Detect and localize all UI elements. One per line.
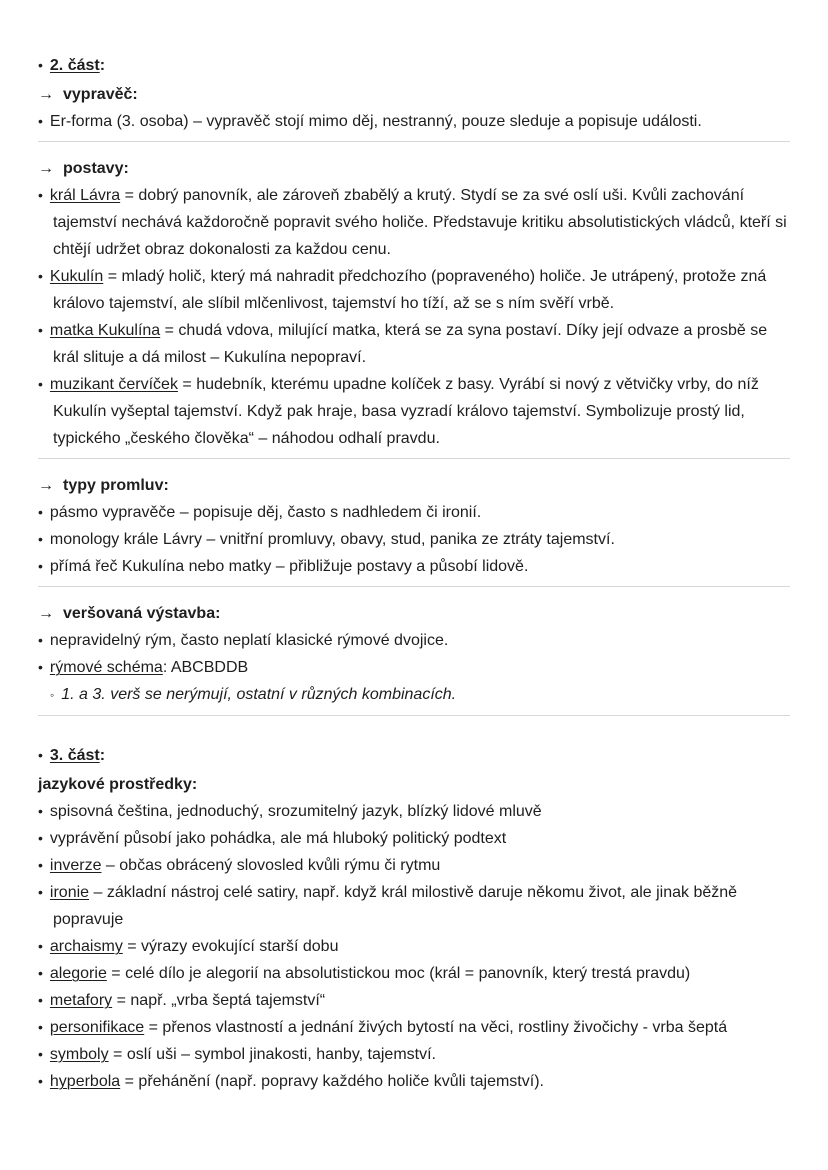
section-part3	[38, 742, 792, 1095]
part2-title-text: 2. část	[49, 57, 100, 74]
arrow-icon: →	[38, 477, 54, 494]
section-divider	[38, 715, 790, 716]
bullet-icon: •	[38, 268, 43, 284]
bullet-icon: •	[38, 376, 43, 392]
term: metafory	[49, 992, 113, 1009]
term-desc: vyprávění působí jako pohádka, ale má hluboký politický podtext	[49, 830, 507, 847]
term: Kukulín	[49, 268, 104, 285]
term-separator: =	[120, 187, 139, 204]
rhyme-scheme-value: : ABCBDDB	[162, 659, 249, 676]
section-speech-types	[38, 472, 792, 580]
bullet-item	[38, 798, 792, 825]
verse-text: nepravidelný rým, často neplatí klasické rýmové dvojice.	[49, 632, 449, 649]
term: král Lávra	[49, 187, 121, 204]
narrator-heading	[38, 81, 792, 108]
bullet-item	[38, 108, 792, 135]
bullet-icon: •	[38, 803, 43, 819]
term-desc: základní nástroj celé satiry, např. když král milostivě daruje někomu život, ale jinak běžně popravuje	[53, 884, 738, 928]
bullet-item	[38, 852, 792, 879]
bullet-icon: •	[38, 992, 43, 1008]
term-desc: dobrý panovník, ale zároveň zbabělý a krutý. Stydí se za své oslí uši. Kvůli zachování tajemství nechává každoročně popravit svého holiče. Představuje kritiku absolutistických vládců, kteří si chtějí udržet obraz dokonalosti za každou cenu.	[53, 187, 787, 258]
term-separator: –	[89, 884, 107, 901]
bullet-item	[38, 553, 792, 580]
bullet-icon: •	[38, 1073, 43, 1089]
term-desc: hudebník, kterému upadne kolíček z basy. Vyrábí si nový z větvičky vrby, do níž Kukulín vyšeptal tajemství. Když pak hraje, basa vyzradí královo tajemství. Symbolizuje prostý lid, typického „českého člověka“ – náhodou odhalí pravdu.	[53, 376, 759, 447]
arrow-icon: →	[38, 160, 54, 177]
bullet-icon: •	[38, 322, 43, 338]
term: rýmové schéma	[49, 659, 163, 676]
term-separator: =	[112, 992, 131, 1009]
term-desc: oslí uši – symbol jinakosti, hanby, tajemství.	[126, 1046, 436, 1063]
term: hyperbola	[49, 1073, 121, 1090]
section-part2-intro	[38, 52, 792, 135]
bullet-item	[38, 499, 792, 526]
term-desc: např. „vrba šeptá tajemství“	[130, 992, 326, 1009]
verse-heading-label: veršovaná výstavba:	[63, 605, 221, 622]
arrow-icon: →	[38, 605, 54, 622]
part2-title-colon: :	[99, 57, 106, 74]
term: archaismy	[49, 938, 123, 955]
term-desc: občas obrácený slovosled kvůli rýmu či rytmu	[119, 857, 441, 874]
term-desc: přenos vlastností a jednání živých bytostí na věci, rostliny živočichy - vrba šeptá	[162, 1019, 728, 1036]
bullet-item	[38, 933, 792, 960]
speech-types-heading	[38, 472, 792, 499]
bullet-icon: •	[38, 113, 43, 129]
narrator-text: Er-forma (3. osoba) – vypravěč stojí mimo děj, nestranný, pouze sleduje a popisuje události.	[49, 113, 702, 130]
bullet-icon: •	[38, 965, 43, 981]
speech-type-text: přímá řeč Kukulína nebo matky – přibližuje postavy a působí lidově.	[49, 558, 529, 575]
sub-bullet-icon: ◦	[50, 688, 55, 702]
term-separator: –	[101, 857, 120, 874]
term-separator: =	[106, 965, 126, 982]
bullet-item	[38, 1068, 792, 1095]
bullet-item	[38, 1041, 792, 1068]
bullet-icon: •	[38, 884, 43, 900]
bullet-icon: •	[38, 938, 43, 954]
term-desc: chudá vdova, milující matka, která se za syna postaví. Díky její odvaze a prosbě se král slituje a dá milost – Kukulína nepopraví.	[53, 322, 768, 366]
section-divider	[38, 141, 790, 142]
bullet-item	[38, 1014, 792, 1041]
bullet-icon: •	[38, 632, 43, 648]
bullet-item	[38, 825, 792, 852]
section-divider	[38, 586, 790, 587]
narrator-heading-label: vypravěč:	[63, 86, 138, 103]
characters-heading-label: postavy:	[63, 160, 129, 177]
term-desc: výrazy evokující starší dobu	[141, 938, 339, 955]
speech-types-heading-label: typy promluv:	[63, 477, 169, 494]
term: inverze	[49, 857, 102, 874]
verse-heading	[38, 600, 792, 627]
part3-title-colon: :	[99, 747, 106, 764]
term-separator: =	[103, 268, 122, 285]
bullet-icon: •	[38, 187, 43, 203]
term-desc: přehánění (např. popravy každého holiče kvůli tajemství).	[138, 1073, 544, 1090]
bullet-icon: •	[38, 747, 43, 763]
bullet-icon: •	[38, 1019, 43, 1035]
term: personifikace	[49, 1019, 145, 1036]
verse-subnote: 1. a 3. verš se nerýmují, ostatní v různých kombinacích.	[61, 686, 457, 703]
term-separator: =	[122, 938, 142, 955]
term-separator: =	[108, 1046, 127, 1063]
part3-title	[38, 742, 792, 769]
bullet-item	[38, 526, 792, 553]
bullet-item	[38, 263, 792, 317]
speech-type-text: pásmo vypravěče – popisuje děj, často s nadhledem či ironií.	[49, 504, 482, 521]
term-separator: =	[120, 1073, 139, 1090]
term-separator: =	[177, 376, 197, 393]
part2-title	[38, 52, 792, 79]
bullet-item	[38, 987, 792, 1014]
term-desc: mladý holič, který má nahradit předchozího (popraveného) holiče. Je utrápený, protože zná královo tajemství, ale slíbil mlčenlivost, tajemství ho tíží, až se s ním svěří vrbě.	[53, 268, 767, 312]
bullet-item	[38, 654, 792, 681]
bullet-item	[38, 317, 792, 371]
sub-bullet-item	[38, 681, 792, 709]
section-verse	[38, 600, 792, 709]
term: ironie	[49, 884, 90, 901]
language-devices-heading-label: jazykové prostředky:	[38, 776, 198, 793]
term-separator: =	[144, 1019, 163, 1036]
bullet-icon: •	[38, 57, 43, 73]
term-desc: spisovná čeština, jednoduchý, srozumitelný jazyk, blízký lidové mluvě	[49, 803, 542, 820]
bullet-icon: •	[38, 558, 43, 574]
term-separator: =	[160, 322, 179, 339]
section-divider	[38, 458, 790, 459]
term: alegorie	[49, 965, 107, 982]
language-devices-heading	[38, 771, 792, 798]
bullet-icon: •	[38, 830, 43, 846]
bullet-icon: •	[38, 531, 43, 547]
term: muzikant červíček	[49, 376, 178, 393]
part3-title-text: 3. část	[49, 747, 100, 764]
arrow-icon: →	[38, 86, 54, 103]
bullet-icon: •	[38, 857, 43, 873]
term: matka Kukulína	[49, 322, 161, 339]
speech-type-text: monology krále Lávry – vnitřní promluvy, obavy, stud, panika ze ztráty tajemství.	[49, 531, 615, 548]
term: symboly	[49, 1046, 109, 1063]
bullet-item	[38, 960, 792, 987]
bullet-item	[38, 879, 792, 933]
bullet-icon: •	[38, 1046, 43, 1062]
bullet-icon: •	[38, 659, 43, 675]
term-desc: celé dílo je alegorií na absolutistickou moc (král = panovník, který trestá pravdu)	[125, 965, 691, 982]
bullet-item	[38, 182, 792, 263]
characters-heading	[38, 155, 792, 182]
bullet-item	[38, 627, 792, 654]
bullet-item	[38, 371, 792, 452]
section-characters	[38, 155, 792, 452]
bullet-icon: •	[38, 504, 43, 520]
